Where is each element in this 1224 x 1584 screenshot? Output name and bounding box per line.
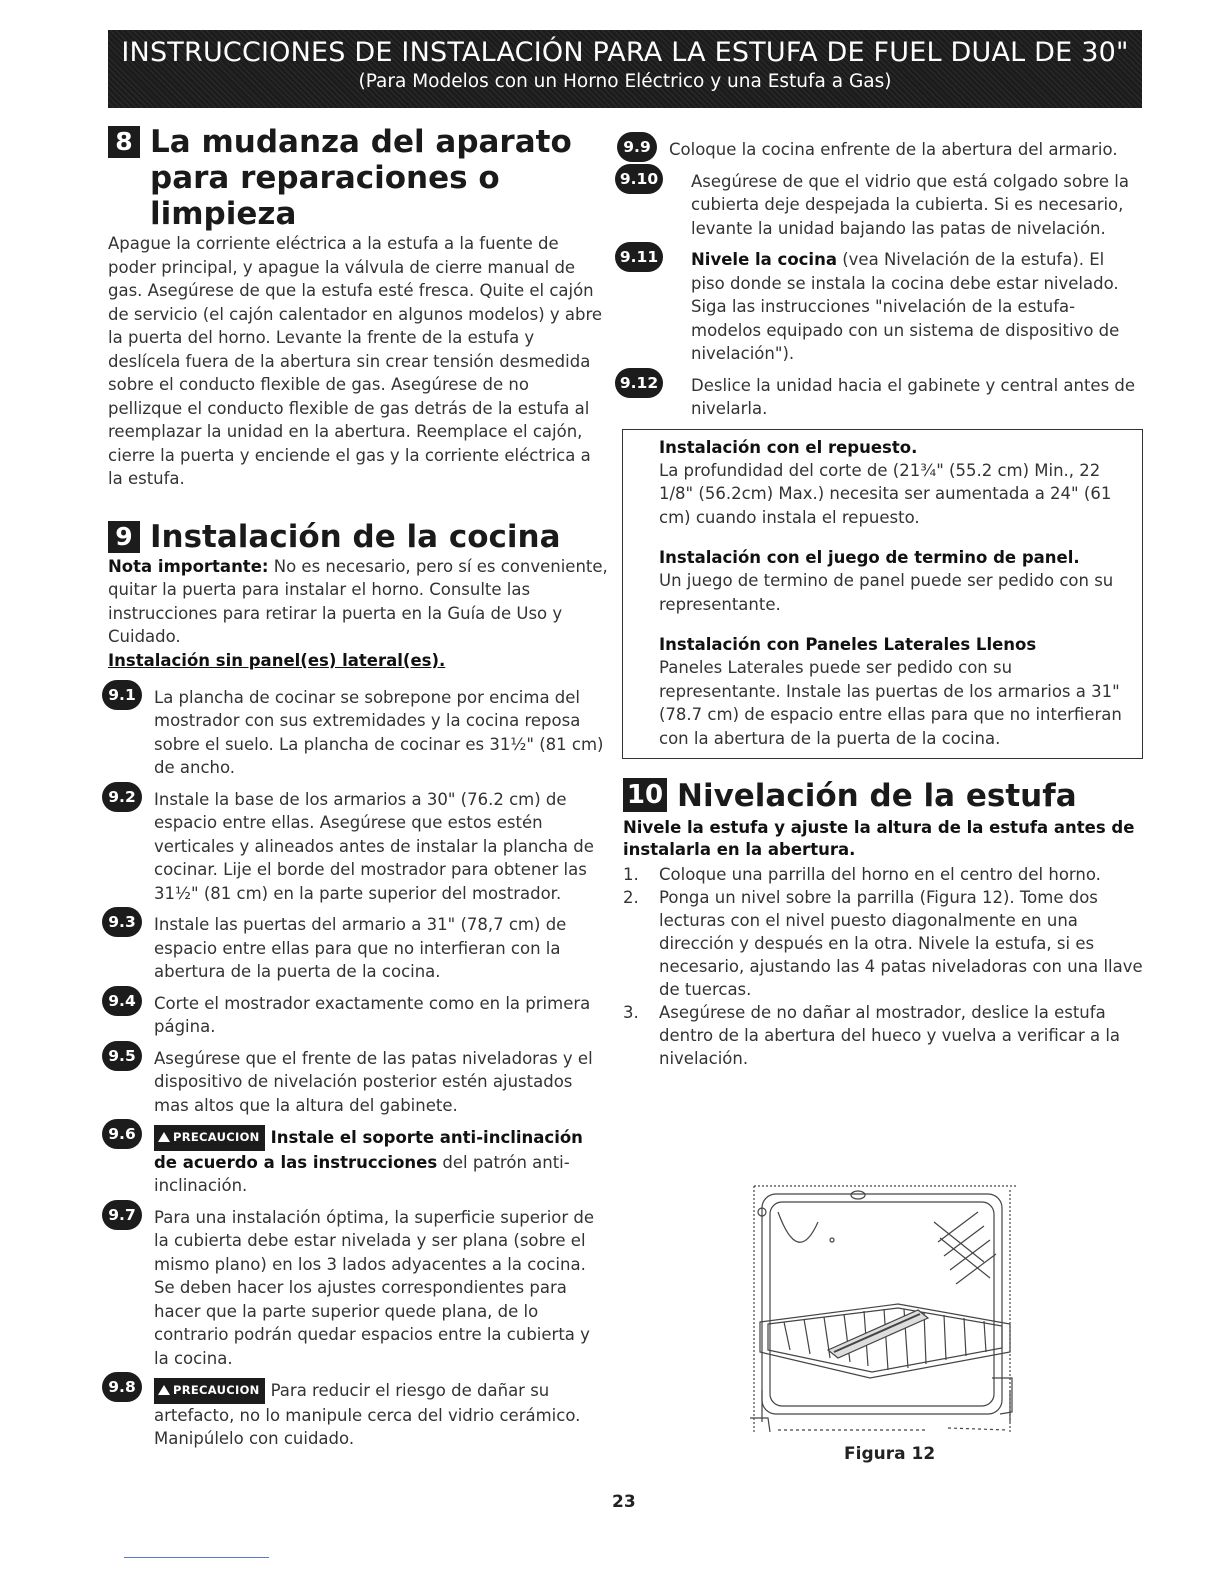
left-column (108, 124, 608, 1459)
document-title: INSTRUCCIONES DE INSTALACIÓN PARA LA ESTUFA DE FUEL DUAL DE 30" (121, 37, 1129, 68)
document-subtitle: (Para Modelos con un Horno Eléctrico y una Estufa a Gas) (358, 71, 892, 92)
leveling-steps (623, 863, 1143, 1070)
step-text: Corte el mostrador exactamente como en la primera página. (154, 993, 591, 1036)
step-number-badge: 9.10 (615, 164, 663, 194)
section-8-body: Apague la corriente eléctrica a la estufa a la fuente de poder principal, y apague la válvula de cierre manual de gas. Asegúrese de que la estufa esté fresca. Quite el cajón de servicio (el cajón calentador en algunos modelos) y abre la puerta del horno. Levante la frente de la estufa y deslícela fuera de la abertura sin crear tensión desmedida sobre el conducto flexible de gas. Asegúrese de no pellizque el conducto flexible de gas detrás de la estufa al reemplazar la unidad en la abertura. Reemplace el cajón, cierre la puerta y enciende el gas y la corriente eléctrica a la estufa. (108, 234, 603, 488)
list-number: 1. (623, 865, 639, 884)
section-8 (108, 124, 608, 491)
section-9-title: Instalación de la cocina (150, 518, 561, 555)
page-number: 23 (612, 1492, 636, 1512)
options-box (622, 429, 1143, 760)
step-number-badge: 9.12 (615, 368, 663, 398)
step-text: Asegúrese que el frente de las patas niveladoras y el dispositivo de nivelación posterior estén ajustados mas altos que la altura del gabinete. (154, 1048, 593, 1115)
step-text: Deslice la unidad hacia el gabinete y central antes de nivelarla. (691, 375, 1136, 418)
step-text: Para una instalación óptima, la superficie superior de la cubierta debe estar nivelada y ser plana (sobre el mismo plano) en los 3 lados adyacentes a la cocina. Se deben hacer los ajustes correspondientes para hacer que la parte superior quede plana, de lo contrario podrán quedar espacios entre la cubierta y la cocina. (154, 1207, 595, 1368)
step-9-3 (108, 913, 608, 984)
step-number-badge: 9.9 (617, 132, 657, 162)
step-number-badge: 9.4 (102, 986, 142, 1016)
step-9-4 (108, 992, 608, 1039)
oven-illustration (748, 1182, 1022, 1436)
step-9-7 (108, 1206, 608, 1371)
step-9-9 (623, 138, 1143, 162)
step-9-2 (108, 788, 608, 906)
step-number-badge: 9.6 (102, 1119, 142, 1149)
oven-rack-figure (748, 1182, 1022, 1436)
box-text-panel-kit: Un juego de termino de panel puede ser pedido con su representante. (659, 571, 1114, 614)
step-text: Instale las puertas del armario a 31" (78,7 cm) de espacio entre ellas para que no interfieran con la abertura de la puerta de la cocina. (154, 915, 567, 981)
list-text: Ponga un nivel sobre la parrilla (Figura 12). Tome dos lecturas con el nivel puesto diagonalmente en una dirección y después en la otra. Nivele la estufa, si es necesario, ajustando las 4 patas niveladoras con una llave de tuercas. (659, 888, 1143, 999)
caution-label (154, 1378, 265, 1404)
step-text: Asegúrese de que el vidrio que está colgado sobre la cubierta deje despejada la cubierta. Si es necesario, levante la unidad bajando las patas de nivelación. (691, 171, 1129, 238)
section-9-heading (108, 519, 608, 555)
caution-label (154, 1125, 265, 1151)
list-item (623, 863, 1143, 886)
list-item (623, 1001, 1143, 1070)
section-number-badge: 8 (108, 126, 140, 158)
header-banner (108, 30, 1142, 108)
caution-text: PRECAUCION (173, 1383, 260, 1397)
list-number: 3. (623, 1003, 639, 1022)
box-text-replacement: La profundidad del corte de (21¾" (55.2 cm) Min., 22 1/8" (56.2cm) Max.) necesita ser aumentada a 24" (61 cm) cuando instala el repuesto. (659, 460, 1112, 527)
section-10-heading (623, 777, 1143, 815)
section-9 (108, 519, 608, 1451)
list-number: 2. (623, 888, 639, 907)
step-rest-text: (vea Nivelación de la estufa). El piso donde se instala la cocina debe estar nivelado. Siga las instrucciones "nivelación de la estufa-modelos equipado con un sistema de dispositivo de nivelación"). (691, 250, 1120, 363)
step-number-badge: 9.3 (102, 907, 142, 937)
step-9-11 (619, 248, 1143, 366)
step-number-badge: 9.1 (102, 680, 142, 710)
section-10 (623, 777, 1143, 1070)
box-heading-replacement: Instalación con el repuesto. (659, 437, 918, 457)
step-number-badge: 9.11 (615, 242, 663, 272)
step-9-12 (619, 373, 1143, 421)
step-bold-text: Instale el soporte anti-inclinación de acuerdo a las instrucciones (154, 1128, 583, 1172)
step-text: Coloque la cocina enfrente de la abertura del armario. (669, 140, 1118, 159)
step-number-badge: 9.2 (102, 782, 142, 812)
list-text: Coloque una parrilla del horno en el centro del horno. (659, 865, 1101, 884)
box-text-full-panels: Paneles Laterales puede ser pedido con su representante. Instale las puertas de los armarios a 31" (78.7 cm) de espacio entre ellas para que no interfieran con la abertura de la puerta de la cocina. (659, 658, 1122, 748)
box-heading-panel-kit: Instalación con el juego de termino de panel. (659, 548, 1080, 567)
box-heading-full-panels: Instalación con Paneles Laterales Llenos (659, 635, 1037, 654)
subheading-no-side-panels: Instalación sin panel(es) lateral(es). (108, 650, 446, 670)
section-number-badge: 10 (623, 778, 667, 812)
note-label: Nota importante: (108, 556, 269, 576)
step-number-badge: 9.7 (102, 1200, 142, 1230)
steps-list (108, 686, 608, 1451)
caution-text: PRECAUCION (173, 1130, 260, 1144)
step-9-5 (108, 1047, 608, 1118)
step-9-10 (619, 169, 1143, 241)
figure-caption: Figura 12 (844, 1444, 936, 1464)
step-number-badge: 9.5 (102, 1041, 142, 1071)
step-9-6 (108, 1125, 608, 1198)
warning-triangle-icon (158, 1385, 170, 1395)
step-text (154, 1378, 608, 1451)
step-9-1 (108, 686, 608, 780)
footer-link-line (124, 1557, 269, 1558)
section-8-heading (108, 124, 608, 232)
step-9-8 (108, 1378, 608, 1451)
steps-continued (619, 124, 1143, 421)
step-rest-text: Para reducir el riesgo de dañar su artefacto, no lo manipule cerca del vidrio cerámico. Manipúlelo con cuidado. (154, 1381, 581, 1448)
step-bold-text: Nivele la cocina (691, 250, 837, 269)
list-item (623, 886, 1143, 1001)
important-note (108, 555, 608, 649)
step-number-badge: 9.8 (102, 1372, 142, 1402)
note-text: No es necesario, pero sí es conveniente, quitar la puerta para instalar el horno. Consulte las instrucciones para retirar la puerta en la Guía de Uso y Cuidado. (108, 556, 608, 646)
section-8-title: La mudanza del aparato para reparaciones o limpieza (150, 124, 572, 232)
section-10-lead: Nivele la estufa y ajuste la altura de la estufa antes de instalarla en la abertura. (623, 818, 1135, 859)
right-column (619, 124, 1143, 1070)
section-number-badge: 9 (108, 521, 140, 553)
step-rest-text: del patrón anti-inclinación. (154, 1152, 570, 1195)
warning-triangle-icon (158, 1132, 170, 1142)
step-text (154, 1125, 608, 1198)
step-text: La plancha de cocinar se sobrepone por encima del mostrador con sus extremidades y la cocina reposa sobre el suelo. La plancha de cocinar es 31½" (81 cm) de ancho. (154, 687, 604, 777)
step-text (691, 248, 1143, 366)
step-text: Instale la base de los armarios a 30" (76.2 cm) de espacio entre ellas. Asegúrese que estos estén verticales y alineados antes de instalar la plancha de cocinar. Lije el borde del mostrador para obtener las 31½" (81 cm) en la parte superior del mostrador. (154, 789, 594, 903)
section-10-title: Nivelación de la estufa (677, 778, 1077, 814)
list-text: Asegúrese de no dañar al mostrador, deslice la estufa dentro de la abertura del hueco y vuelva a verificar a la nivelación. (659, 1003, 1121, 1068)
